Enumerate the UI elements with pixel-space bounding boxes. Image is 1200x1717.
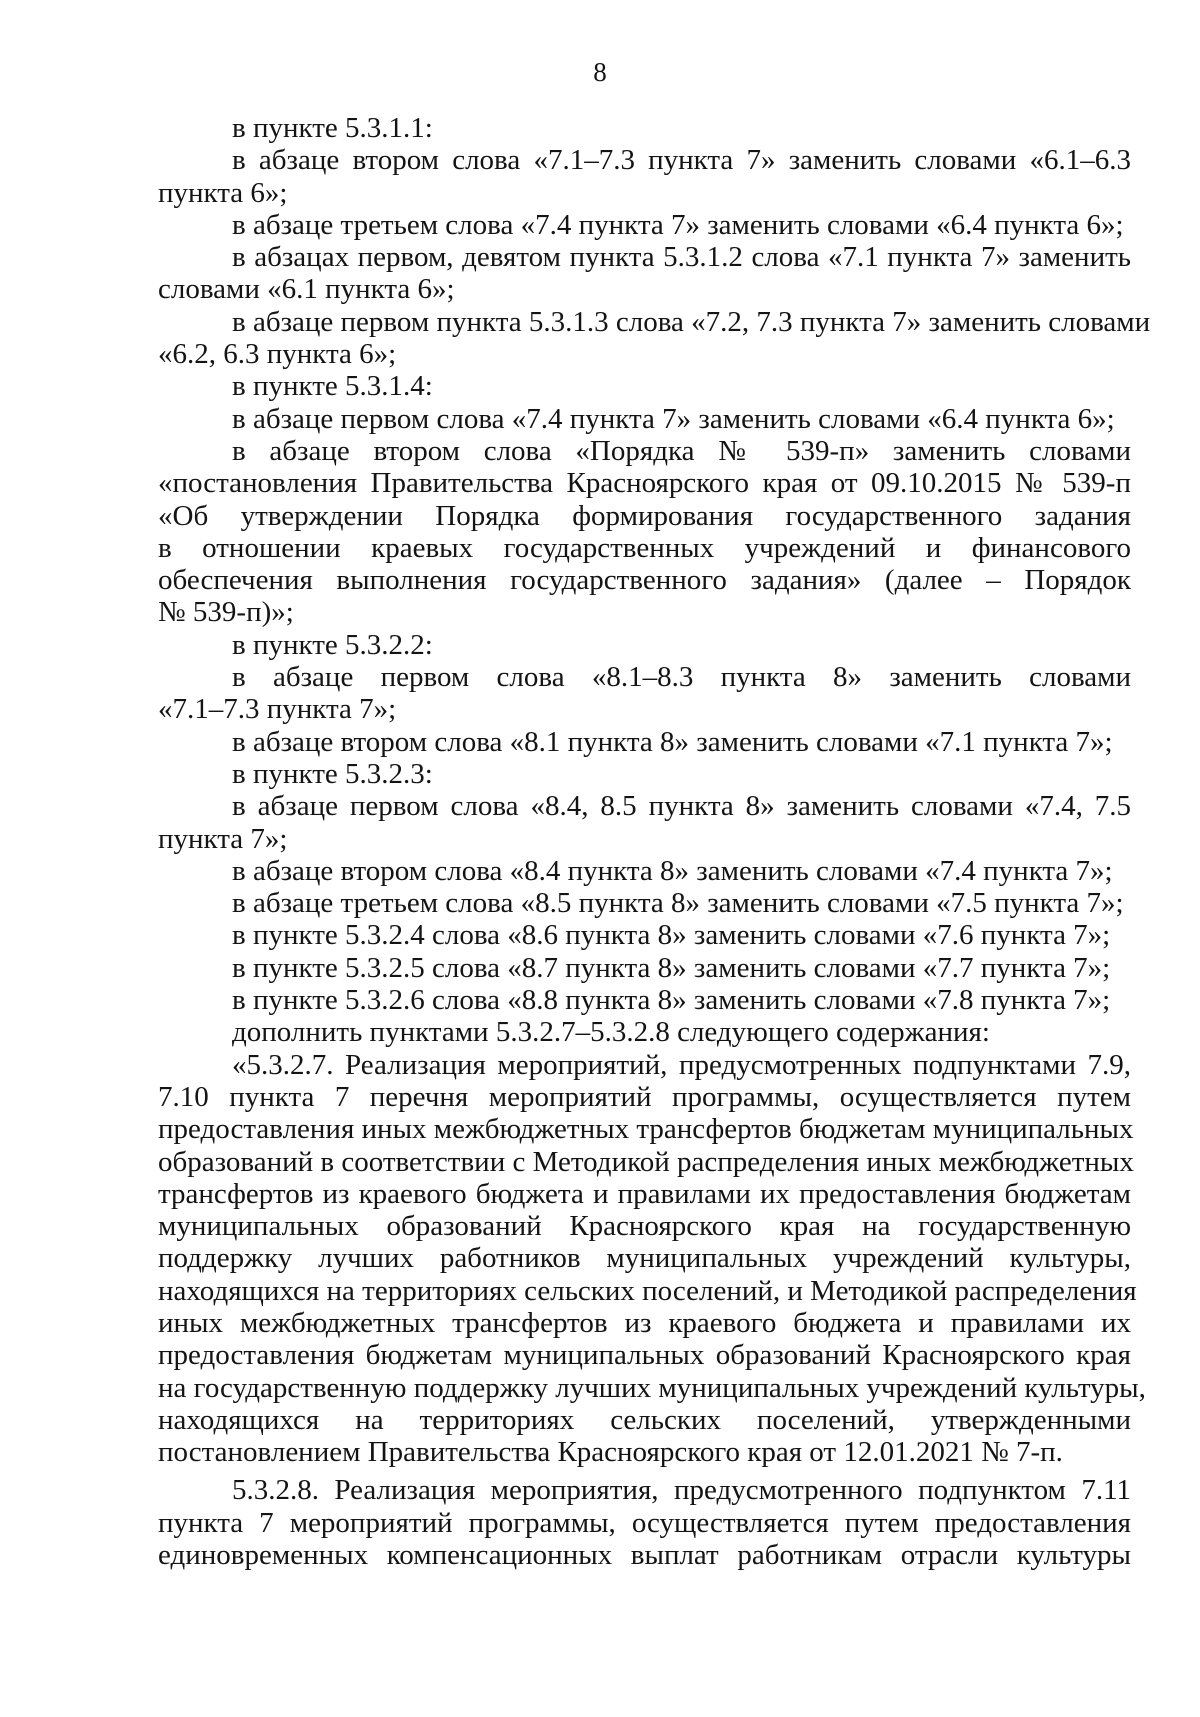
text-line: поддержку лучших работников муниципальных учреждений культуры,	[158, 1242, 1131, 1275]
text-line: пункта 7»;	[158, 822, 288, 855]
page-number: 8	[593, 57, 607, 87]
text-line: образований в соответствии с Методикой распределения иных межбюджетных	[158, 1145, 1134, 1178]
text-line: в абзаце втором слова «8.1 пункта 8» заменить словами «7.1 пункта 7»;	[232, 725, 1113, 758]
text-line: 5.3.2.8. Реализация мероприятия, предусмотренного подпунктом 7.11	[232, 1474, 1131, 1507]
text-line: в абзаце втором слова «7.1–7.3 пункта 7» заменить словами «6.1–6.3	[232, 144, 1131, 177]
text-line: пункта 6»;	[158, 176, 288, 209]
text-line: находящихся на территориях сельских поселений, утвержденными	[158, 1403, 1131, 1436]
text-line: «6.2, 6.3 пункта 6»;	[158, 338, 397, 371]
text-line: дополнить пунктами 5.3.2.7–5.3.2.8 следующего содержания:	[232, 1016, 990, 1049]
text-line: в абзаце втором слова «8.4 пункта 8» заменить словами «7.4 пункта 7»;	[232, 854, 1113, 887]
text-line: находящихся на территориях сельских поселений, и Методикой распределения	[158, 1274, 1137, 1307]
text-line: в абзаце первом слова «8.1–8.3 пункта 8» заменить словами	[232, 661, 1131, 694]
text-line: муниципальных образований Красноярского края на государственную	[158, 1210, 1131, 1243]
text-line: в абзаце третьем слова «8.5 пункта 8» заменить словами «7.5 пункта 7»;	[232, 887, 1124, 920]
text-line: в абзаце первом пункта 5.3.1.3 слова «7.2, 7.3 пункта 7» заменить словами	[232, 305, 1151, 338]
text-line: в пункте 5.3.1.4:	[232, 370, 433, 403]
text-line: словами «6.1 пункта 6»;	[158, 273, 455, 306]
text-line: постановлением Правительства Красноярского края от 12.01.2021 № 7-п.	[158, 1436, 1063, 1469]
text-line: в пункте 5.3.1.1:	[232, 112, 433, 144]
text-line: иных межбюджетных трансфертов из краевого бюджета и правилами их	[158, 1306, 1131, 1339]
text-line: в абзаце первом слова «8.4, 8.5 пункта 8» заменить словами «7.4, 7.5	[232, 790, 1131, 823]
text-line: № 539-п)»;	[158, 596, 294, 629]
text-line: на государственную поддержку лучших муниципальных учреждений культуры,	[158, 1371, 1146, 1404]
text-line: в абзаце третьем слова «7.4 пункта 7» заменить словами «6.4 пункта 6»;	[232, 208, 1124, 241]
text-line: 7.10 пункта 7 перечня мероприятий программы, осуществляется путем	[158, 1080, 1131, 1113]
text-line: трансфертов из краевого бюджета и правилами их предоставления бюджетам	[158, 1177, 1131, 1210]
text-line: «Об утверждении Порядка формирования государственного задания	[158, 499, 1131, 532]
text-line: в абзаце первом слова «7.4 пункта 7» заменить словами «6.4 пункта 6»;	[232, 402, 1115, 435]
text-line: в абзаце втором слова «Порядка № 539-п» заменить словами	[232, 434, 1131, 467]
text-line: в отношении краевых государственных учреждений и финансового	[158, 531, 1131, 564]
text-line: в пункте 5.3.2.6 слова «8.8 пункта 8» заменить словами «7.8 пункта 7»;	[232, 984, 1111, 1017]
text-line: в пункте 5.3.2.4 слова «8.6 пункта 8» заменить словами «7.6 пункта 7»;	[232, 919, 1111, 952]
text-line: «7.1–7.3 пункта 7»;	[158, 693, 397, 726]
document-body	[158, 112, 1151, 1572]
text-line: в пункте 5.3.2.2:	[232, 628, 433, 661]
text-line: «постановления Правительства Красноярского края от 09.10.2015 № 539-п	[158, 467, 1131, 500]
text-line: в абзацах первом, девятом пункта 5.3.1.2 слова «7.1 пункта 7» заменить	[232, 241, 1131, 274]
text-line: в пункте 5.3.2.5 слова «8.7 пункта 8» заменить словами «7.7 пункта 7»;	[232, 951, 1111, 984]
text-line: пункта 7 мероприятий программы, осуществляется путем предоставления	[158, 1506, 1131, 1539]
text-line: в пункте 5.3.2.3:	[232, 757, 433, 790]
text-line: предоставления иных межбюджетных трансфертов бюджетам муниципальных	[158, 1113, 1134, 1146]
text-line: обеспечения выполнения государственного задания» (далее – Порядок	[158, 564, 1131, 597]
text-line: «5.3.2.7. Реализация мероприятий, предусмотренных подпунктами 7.9,	[232, 1048, 1131, 1081]
text-line: предоставления бюджетам муниципальных образований Красноярского края	[158, 1339, 1131, 1372]
text-line: единовременных компенсационных выплат работникам отрасли культуры	[158, 1539, 1131, 1572]
